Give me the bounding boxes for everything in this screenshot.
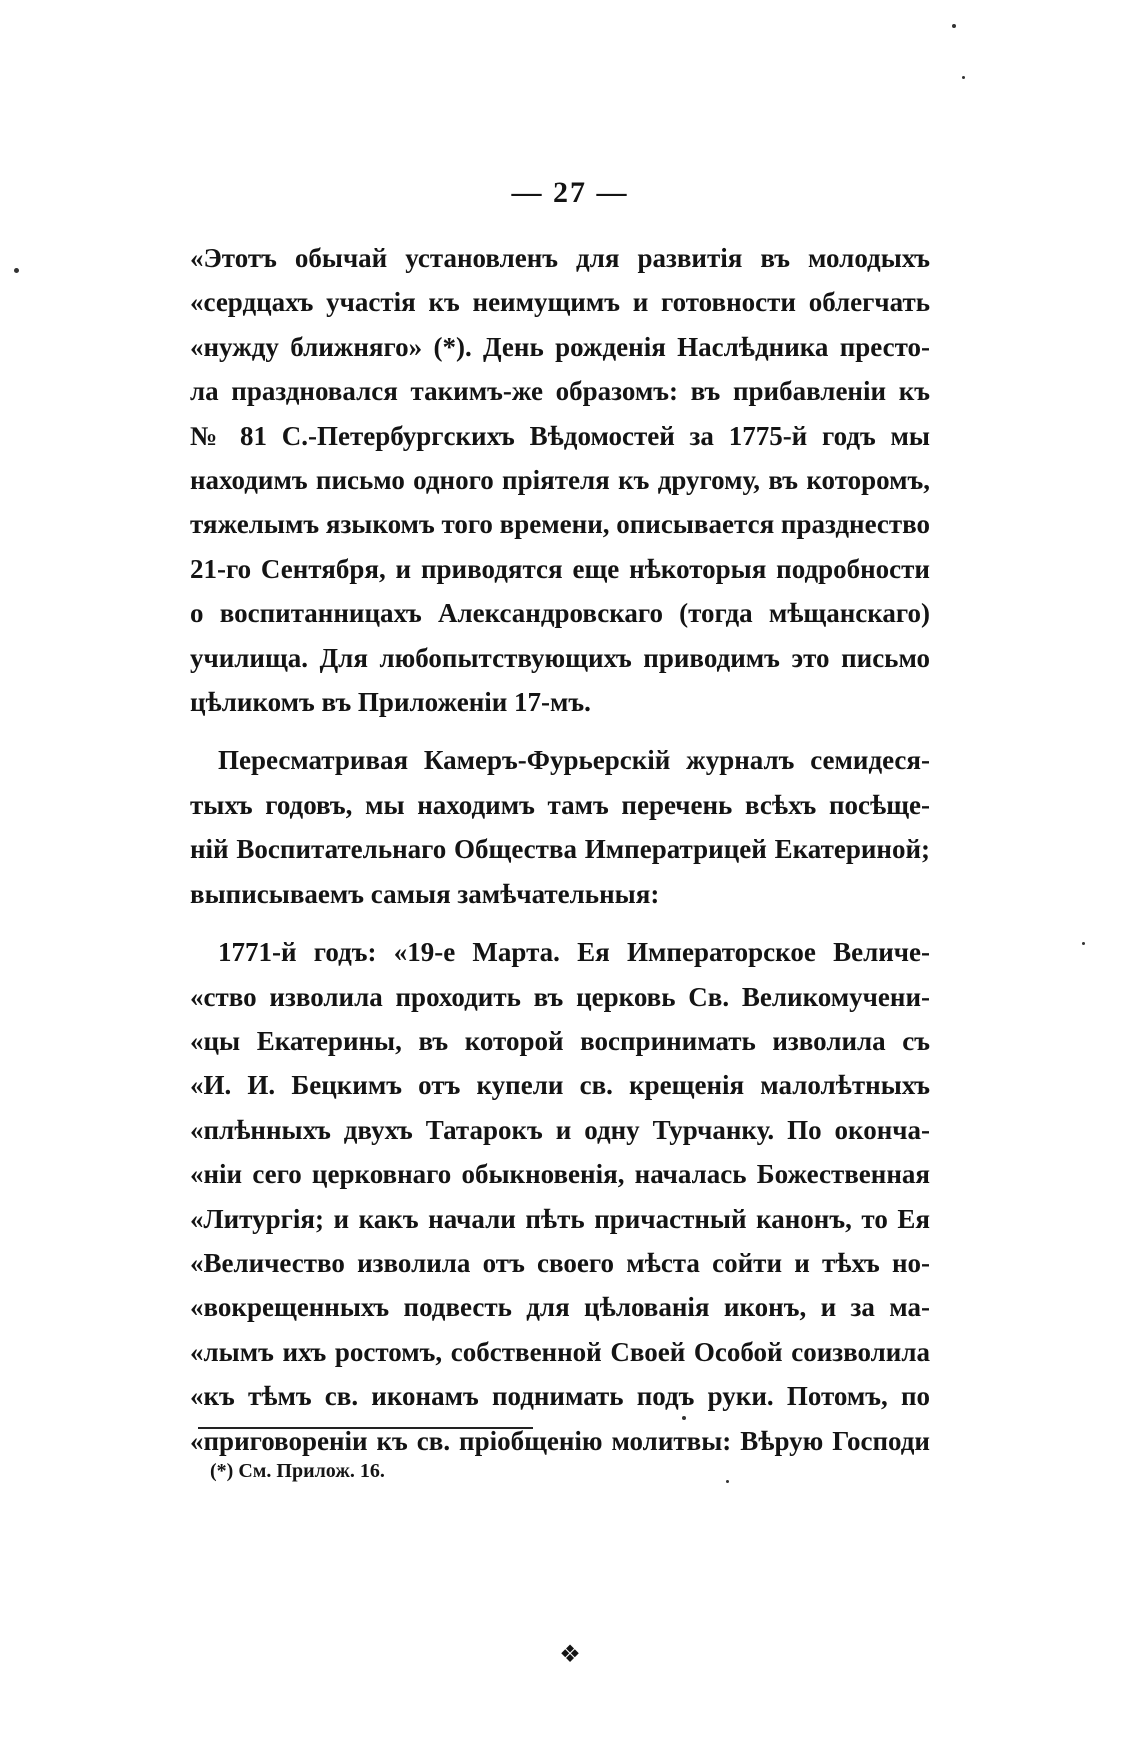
text-line: цѣликомъ въ Приложеніи 17-мъ.	[190, 687, 591, 718]
text-line: «плѣнныхъ двухъ Татарокъ и одну Турчанку. По оконча-	[190, 1114, 930, 1145]
scan-speck	[1082, 942, 1085, 945]
text-line: выписываемъ самыя замѣчательныя:	[190, 878, 660, 909]
paragraph-1	[190, 236, 930, 724]
paragraph-3	[190, 930, 930, 1463]
footnote: (*) См. Прилож. 16.	[210, 1460, 385, 1482]
page-number: — 27 —	[511, 176, 629, 209]
scan-speck	[962, 76, 965, 79]
scan-speck	[726, 1480, 729, 1483]
text-line: «Величество изволила отъ своего мѣста сойти и тѣхъ но-	[190, 1247, 930, 1278]
text-line: «вокрещенныхъ подвесть для цѣлованія иконъ, и за ма-	[190, 1292, 930, 1323]
text-line: 1771-й годъ: «19-е Марта. Ея Императорское Величе-	[218, 937, 930, 968]
text-line: «Этотъ обычай установленъ для развитія въ молодыхъ	[190, 243, 930, 273]
paragraph-gap	[190, 724, 930, 738]
scan-speck	[952, 24, 956, 28]
text-line: «цы Екатерины, въ которой воспринимать изволила съ	[190, 1025, 930, 1056]
text-line: «къ тѣмъ св. иконамъ поднимать подъ руки. Потомъ, по	[190, 1381, 930, 1412]
text-line: находимъ письмо одного пріятеля къ другому, въ которомъ,	[190, 465, 930, 496]
text-line: № 81 С.-Петербургскихъ Вѣдомостей за 1775-й годъ мы	[190, 420, 930, 451]
text-line: «И. И. Бецкимъ отъ купели св. крещенія малолѣтныхъ	[190, 1070, 930, 1101]
text-line: «приговореніи къ св. пріобщенію молитвы: Вѣрую Господи	[190, 1425, 930, 1456]
text-line: училища. Для любопытствующихъ приводимъ это письмо	[190, 642, 930, 673]
text-line: тыхъ годовъ, мы находимъ тамъ перечень всѣхъ посѣще-	[190, 789, 930, 820]
ornament-icon: ❖	[559, 1642, 581, 1668]
text-line: тяжелымъ языкомъ того времени, описывается празднество	[190, 509, 931, 540]
footnote-rule	[198, 1427, 533, 1429]
text-line: «лымъ ихъ ростомъ, собственной Своей Особой соизволила	[190, 1336, 930, 1367]
paragraph-gap	[190, 916, 930, 930]
text-line: 21-го Сентября, и приводятся еще нѣкоторыя подробности	[190, 553, 930, 584]
text-line: «сердцахъ участія къ неимущимъ и готовности облегчать	[190, 287, 930, 318]
text-line: «нужду ближняго» (*). День рожденія Наслѣдника престо-	[190, 331, 930, 362]
text-line: «ство изволила проходить въ церковь Св. Великомучени-	[190, 981, 930, 1012]
scan-speck	[14, 268, 19, 273]
text-line: о воспитанницахъ Александровскаго (тогда мѣщанскаго)	[190, 598, 930, 629]
text-line: ній Воспитательнаго Общества Императрицей Екатериной;	[190, 834, 930, 865]
text-line: Пересматривая Камеръ-Фурьерскій журналъ семидеся-	[218, 745, 930, 776]
text-line: «ніи сего церковнаго обыкновенія, началась Божественная	[190, 1159, 930, 1190]
paragraph-2	[190, 738, 930, 916]
text-line: ла праздновался такимъ-же образомъ: въ прибавленіи къ	[190, 376, 930, 407]
body-text	[190, 236, 930, 1463]
text-line: «Литургія; и какъ начали пѣть причастный канонъ, то Ея	[190, 1203, 930, 1234]
scan-speck	[682, 1416, 686, 1420]
